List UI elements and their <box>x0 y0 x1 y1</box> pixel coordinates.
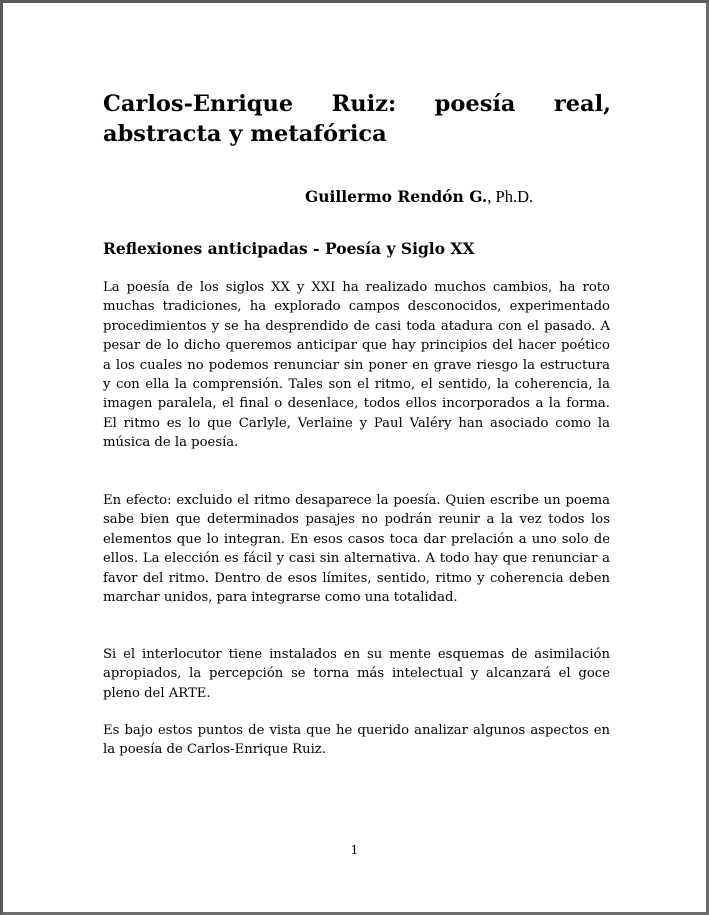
author-line <box>305 187 533 207</box>
section-heading: Reflexiones anticipadas - Poesía y Siglo XX <box>103 239 475 258</box>
document-title: Carlos-Enrique Ruiz: poesía real, abstracta y metafórica <box>103 91 611 147</box>
body-paragraph: En efecto: excluido el ritmo desaparece la poesía. Quien escribe un poema sabe bien que determinados pasajes no podrán reunir a la vez todos los elementos que lo integran. En esos casos toca dar prelación a uno solo de ellos. La elección es fácil y casi sin alternativa. A todo hay que renunciar a favor del ritmo. Dentro de esos límites, sentido, ritmo y coherencia deben marchar unidos, para integrarse como una totalidad. <box>103 493 610 606</box>
page-number: 1 <box>350 842 359 857</box>
body-paragraph: La poesía de los siglos XX y XXI ha realizado muchos cambios, ha roto muchas tradiciones, ha explorado campos desconocidos, experimentado procedimientos y se ha desprendido de casi toda atadura con el pasado. A pesar de lo dicho queremos anticipar que hay principios del hacer poético a los cuales no podemos renunciar sin poner en grave riesgo la estructura y con ella la comprensión. Tales son el ritmo, el sentido, la coherencia, la imagen paralela, el final o desenlace, todos ellos incorporados a la forma. El ritmo es lo que Carlyle, Verlaine y Paul Valéry han asociado como la música de la poesía. <box>103 280 610 451</box>
author-credential: , Ph.D. <box>487 187 534 206</box>
body-paragraph: Es bajo estos puntos de vista que he querido analizar algunos aspectos en la poesía de Carlos-Enrique Ruiz. <box>103 723 610 758</box>
author-name: Guillermo Rendón G. <box>305 187 488 206</box>
body-paragraph: Si el interlocutor tiene instalados en su mente esquemas de asimilación apropiados, la percepción se torna más intelectual y alcanzará el goce pleno del ARTE. <box>103 647 610 701</box>
